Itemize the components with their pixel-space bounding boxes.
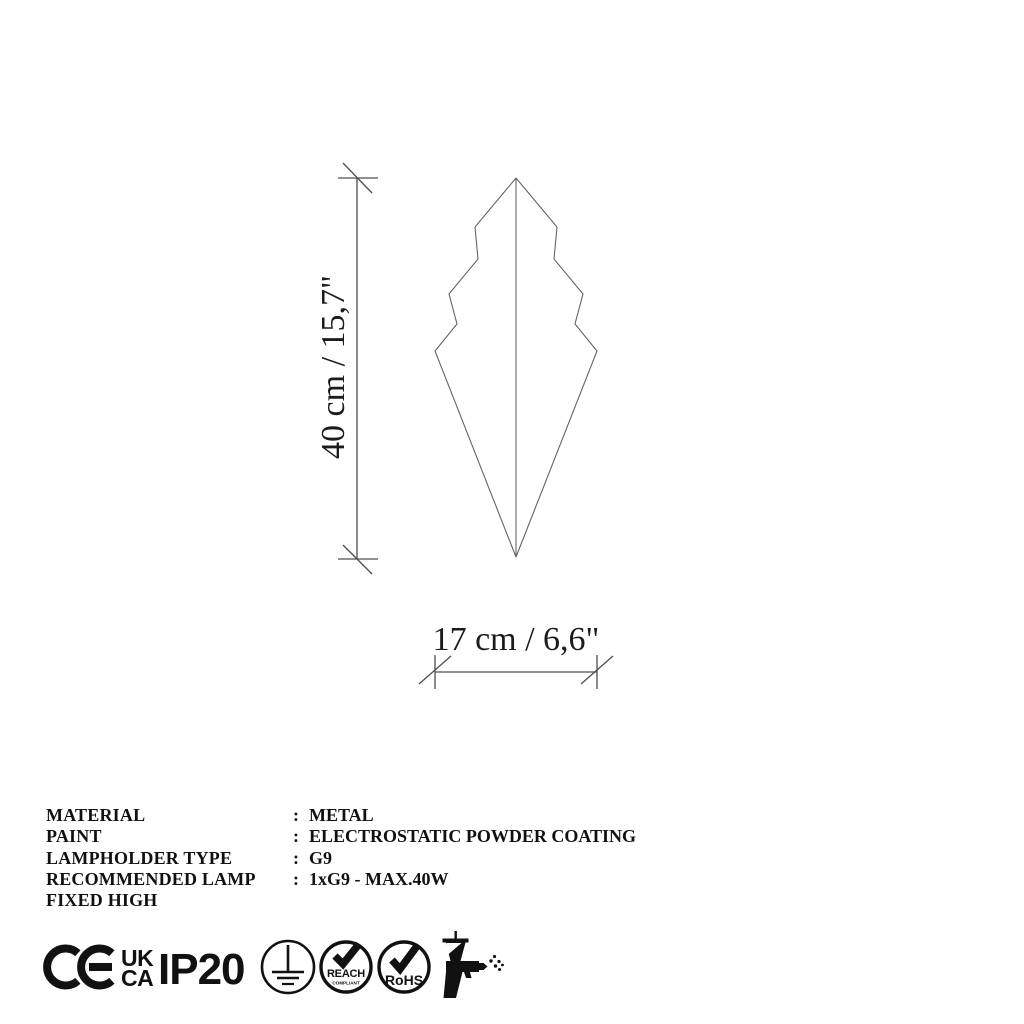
ukca-line2: CA bbox=[121, 965, 154, 991]
lamp-outline-right bbox=[516, 178, 597, 557]
spec-separator: : bbox=[293, 847, 299, 868]
lamp-outline-drawing bbox=[435, 178, 597, 557]
spray-mist-dots bbox=[489, 955, 504, 971]
width-dimension-label: 17 cm / 6,6" bbox=[432, 621, 600, 658]
ce-letter-c bbox=[47, 949, 78, 986]
ukca-line1: UK bbox=[121, 945, 154, 971]
gun-body bbox=[446, 961, 484, 972]
ip-rating-label: IP20 bbox=[158, 945, 245, 994]
spec-table bbox=[46, 805, 636, 911]
reach-label: REACH bbox=[326, 968, 366, 980]
ukca-mark-icon bbox=[121, 945, 154, 991]
spec-value: METAL bbox=[309, 805, 374, 825]
spec-row-lampholder-type bbox=[46, 848, 636, 869]
spec-row-material bbox=[46, 805, 636, 826]
gun-handle bbox=[444, 972, 463, 998]
gun-trigger bbox=[464, 972, 472, 978]
spec-row-fixed-high bbox=[46, 890, 636, 911]
reach-compliant-icon bbox=[321, 942, 371, 992]
spec-label: RECOMMENDED LAMP bbox=[46, 868, 256, 889]
spec-label: MATERIAL bbox=[46, 805, 146, 825]
rohs-label: RoHS bbox=[384, 972, 424, 988]
spec-label: FIXED HIGH bbox=[46, 890, 158, 911]
spec-row-recommended-lamp bbox=[46, 869, 636, 890]
spec-value: ELECTROSTATIC POWDER COATING bbox=[309, 826, 637, 847]
protective-earth-icon bbox=[262, 941, 314, 993]
height-dimension-label: 40 cm / 15,7" bbox=[315, 275, 352, 459]
reach-sub-label: COMPLIANT bbox=[332, 980, 360, 986]
rohs-icon bbox=[379, 942, 429, 992]
rohs-checkmark bbox=[392, 946, 417, 969]
spec-separator: : bbox=[293, 805, 299, 825]
lamp-outline-left bbox=[435, 178, 516, 557]
spec-separator: : bbox=[293, 826, 299, 847]
reach-checkmark bbox=[335, 944, 359, 964]
width-dimension bbox=[419, 655, 613, 689]
spray-paint-gun-icon bbox=[443, 931, 504, 998]
gun-nozzle-tip bbox=[484, 964, 488, 970]
spec-value: 1xG9 - MAX.40W bbox=[309, 868, 449, 889]
ce-mark-icon bbox=[47, 949, 112, 986]
spec-value: G9 bbox=[309, 847, 333, 868]
spec-value bbox=[309, 890, 636, 911]
spec-separator bbox=[293, 890, 309, 911]
gun-cup-rim bbox=[443, 939, 469, 943]
gun-cup-stem bbox=[455, 931, 457, 939]
spec-separator: : bbox=[293, 868, 299, 889]
spec-label: LAMPHOLDER TYPE bbox=[46, 847, 233, 868]
spec-label: PAINT bbox=[46, 826, 102, 847]
spec-row-paint bbox=[46, 826, 636, 847]
certification-row bbox=[47, 931, 504, 998]
